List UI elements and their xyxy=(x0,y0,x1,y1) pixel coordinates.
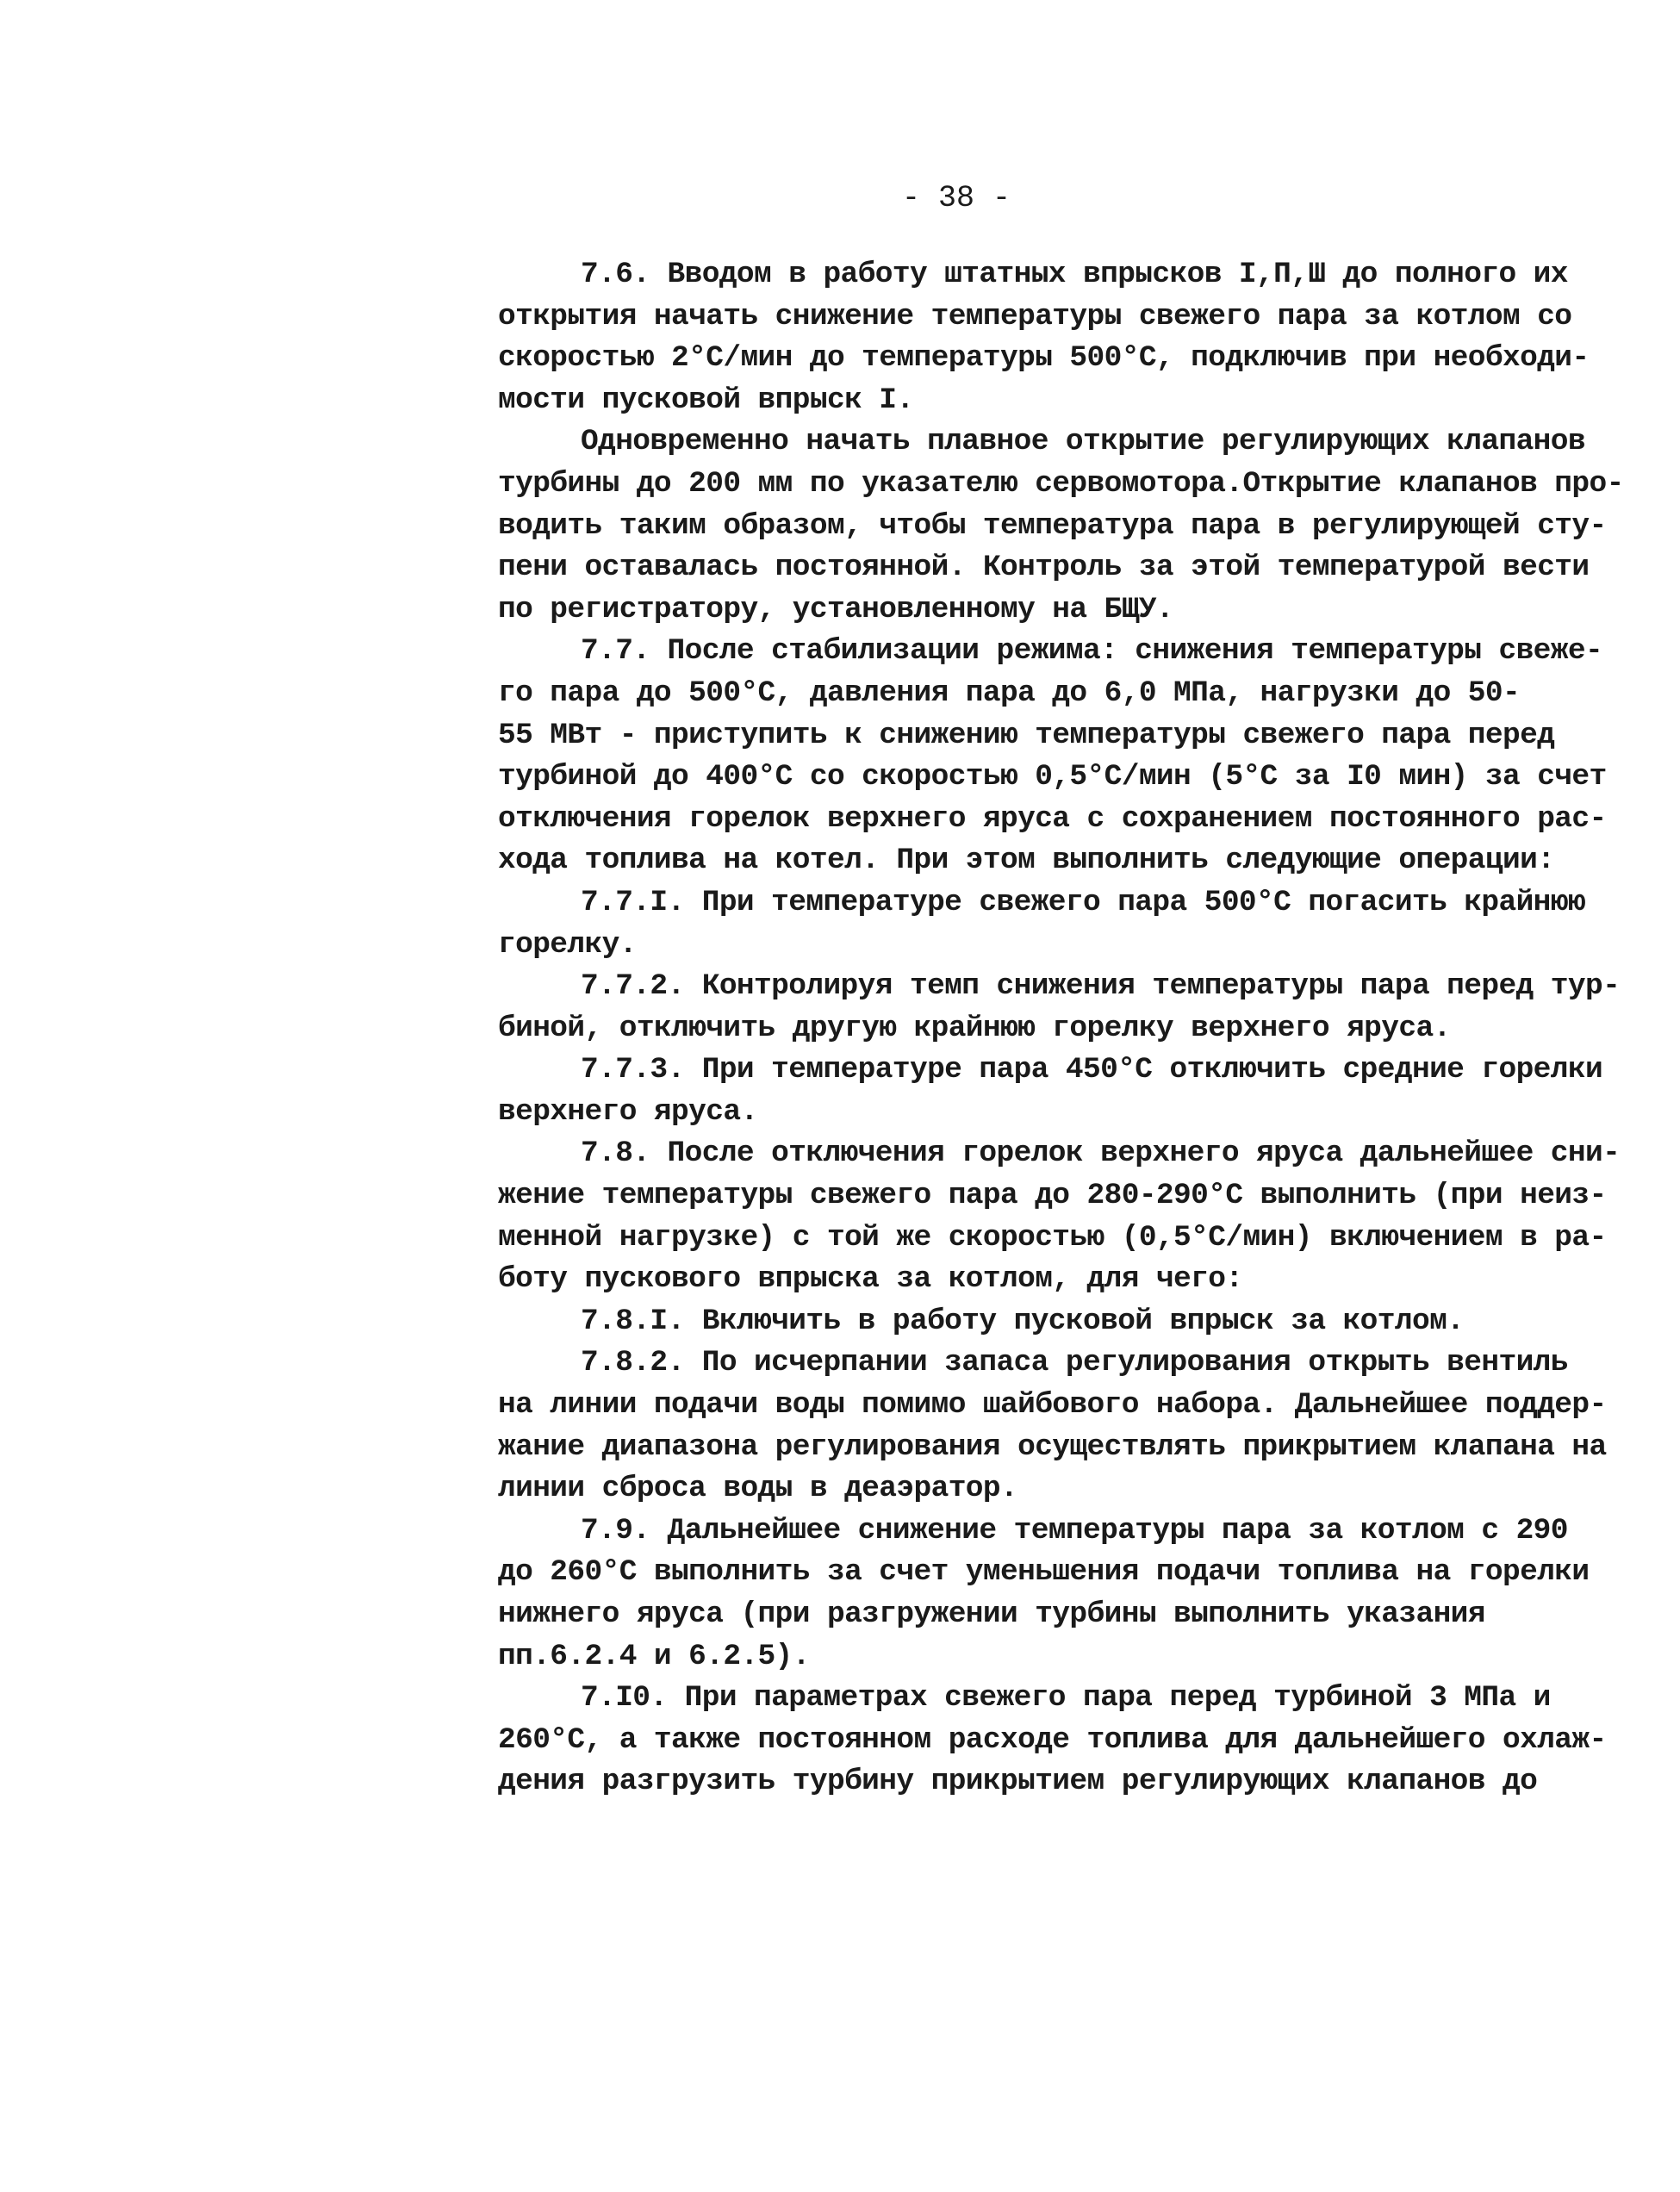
text-line: 7.9. Дальнейшее снижение температуры пара за котлом с 290 xyxy=(581,1513,1568,1547)
text-line: линии сброса воды в деаэратор. xyxy=(498,1472,1018,1506)
text-line: открытия начать снижение температуры свежего пара за котлом со xyxy=(498,299,1572,333)
text-line: горелку. xyxy=(498,927,637,962)
text-line: до 260°С выполнить за счет уменьшения подачи топлива на горелки xyxy=(498,1555,1590,1590)
text-line: биной, отключить другую крайнюю горелку верхнего яруса. xyxy=(498,1011,1451,1045)
text-line: го пара до 500°С, давления пара до 6,0 МПа, нагрузки до 50- xyxy=(498,676,1521,710)
text-line: 7.7. После стабилизации режима: снижения температуры свеже- xyxy=(581,634,1603,669)
page-number: - 38 - xyxy=(901,181,1011,215)
text-line: водить таким образом, чтобы температура пара в регулирующей сту- xyxy=(498,508,1607,543)
text-line: нижнего яруса (при разгружении турбины выполнить указания xyxy=(498,1597,1485,1631)
text-line: дения разгрузить турбину прикрытием регулирующих клапанов до xyxy=(498,1765,1538,1799)
text-line: отключения горелок верхнего яруса с сохранением постоянного рас- xyxy=(498,801,1607,836)
text-line: жение температуры свежего пара до 280-290°С выполнить (при неиз- xyxy=(498,1179,1607,1213)
text-line: боту пускового впрыска за котлом, для чего: xyxy=(498,1262,1243,1297)
text-line: на линии подачи воды помимо шайбового набора. Дальнейшее поддер- xyxy=(498,1388,1607,1423)
text-line: Одновременно начать плавное открытие регулирующих клапанов xyxy=(581,425,1585,459)
body-text xyxy=(498,254,1624,1803)
text-line: скоростью 2°С/мин до температуры 500°С, подключив при необходи- xyxy=(498,341,1590,376)
text-line: 7.8. После отключения горелок верхнего яруса дальнейшее сни- xyxy=(581,1136,1621,1171)
text-line: менной нагрузке) с той же скоростью (0,5°С/мин) включением в ра- xyxy=(498,1220,1607,1255)
text-line: 7.6. Вводом в работу штатных впрысков I,П,Ш до полного их xyxy=(581,258,1568,291)
text-line: верхнего яруса. xyxy=(498,1094,758,1129)
text-line: турбины до 200 мм по указателю сервомотора.Открытие клапанов про- xyxy=(498,466,1624,501)
text-line: 7.7.3. При температуре пара 450°С отключить средние горелки xyxy=(581,1053,1603,1087)
text-line: по регистратору, установленному на БЩУ. xyxy=(498,592,1174,626)
text-line: пп.6.2.4 и 6.2.5). xyxy=(498,1639,810,1673)
text-line: 7.8.I. Включить в работу пусковой впрыск за котлом. xyxy=(581,1304,1465,1338)
text-line: мости пусковой впрыск I. xyxy=(498,383,914,417)
text-line: 7.7.2. Контролируя темп снижения температуры пара перед тур- xyxy=(581,969,1621,1004)
text-line: турбиной до 400°С со скоростью 0,5°С/мин (5°С за I0 мин) за счет xyxy=(498,760,1607,794)
text-line: 7.8.2. По исчерпании запаса регулирования открыть вентиль xyxy=(581,1346,1568,1380)
text-line: 55 МВт - приступить к снижению температуры свежего пара перед xyxy=(498,718,1555,752)
text-line: жание диапазона регулирования осуществлять прикрытием клапана на xyxy=(498,1429,1607,1464)
text-line: хода топлива на котел. При этом выполнить следующие операции: xyxy=(498,844,1555,878)
text-line: пени оставалась постоянной. Контроль за этой температурой вести xyxy=(498,551,1590,585)
text-line: 7.I0. При параметрах свежего пара перед турбиной 3 МПа и xyxy=(581,1681,1551,1716)
text-line: 260°С, а также постоянном расходе топлива для дальнейшего охлаж- xyxy=(498,1722,1607,1757)
text-line: 7.7.I. При температуре свежего пара 500°С погасить крайнюю xyxy=(581,885,1585,919)
